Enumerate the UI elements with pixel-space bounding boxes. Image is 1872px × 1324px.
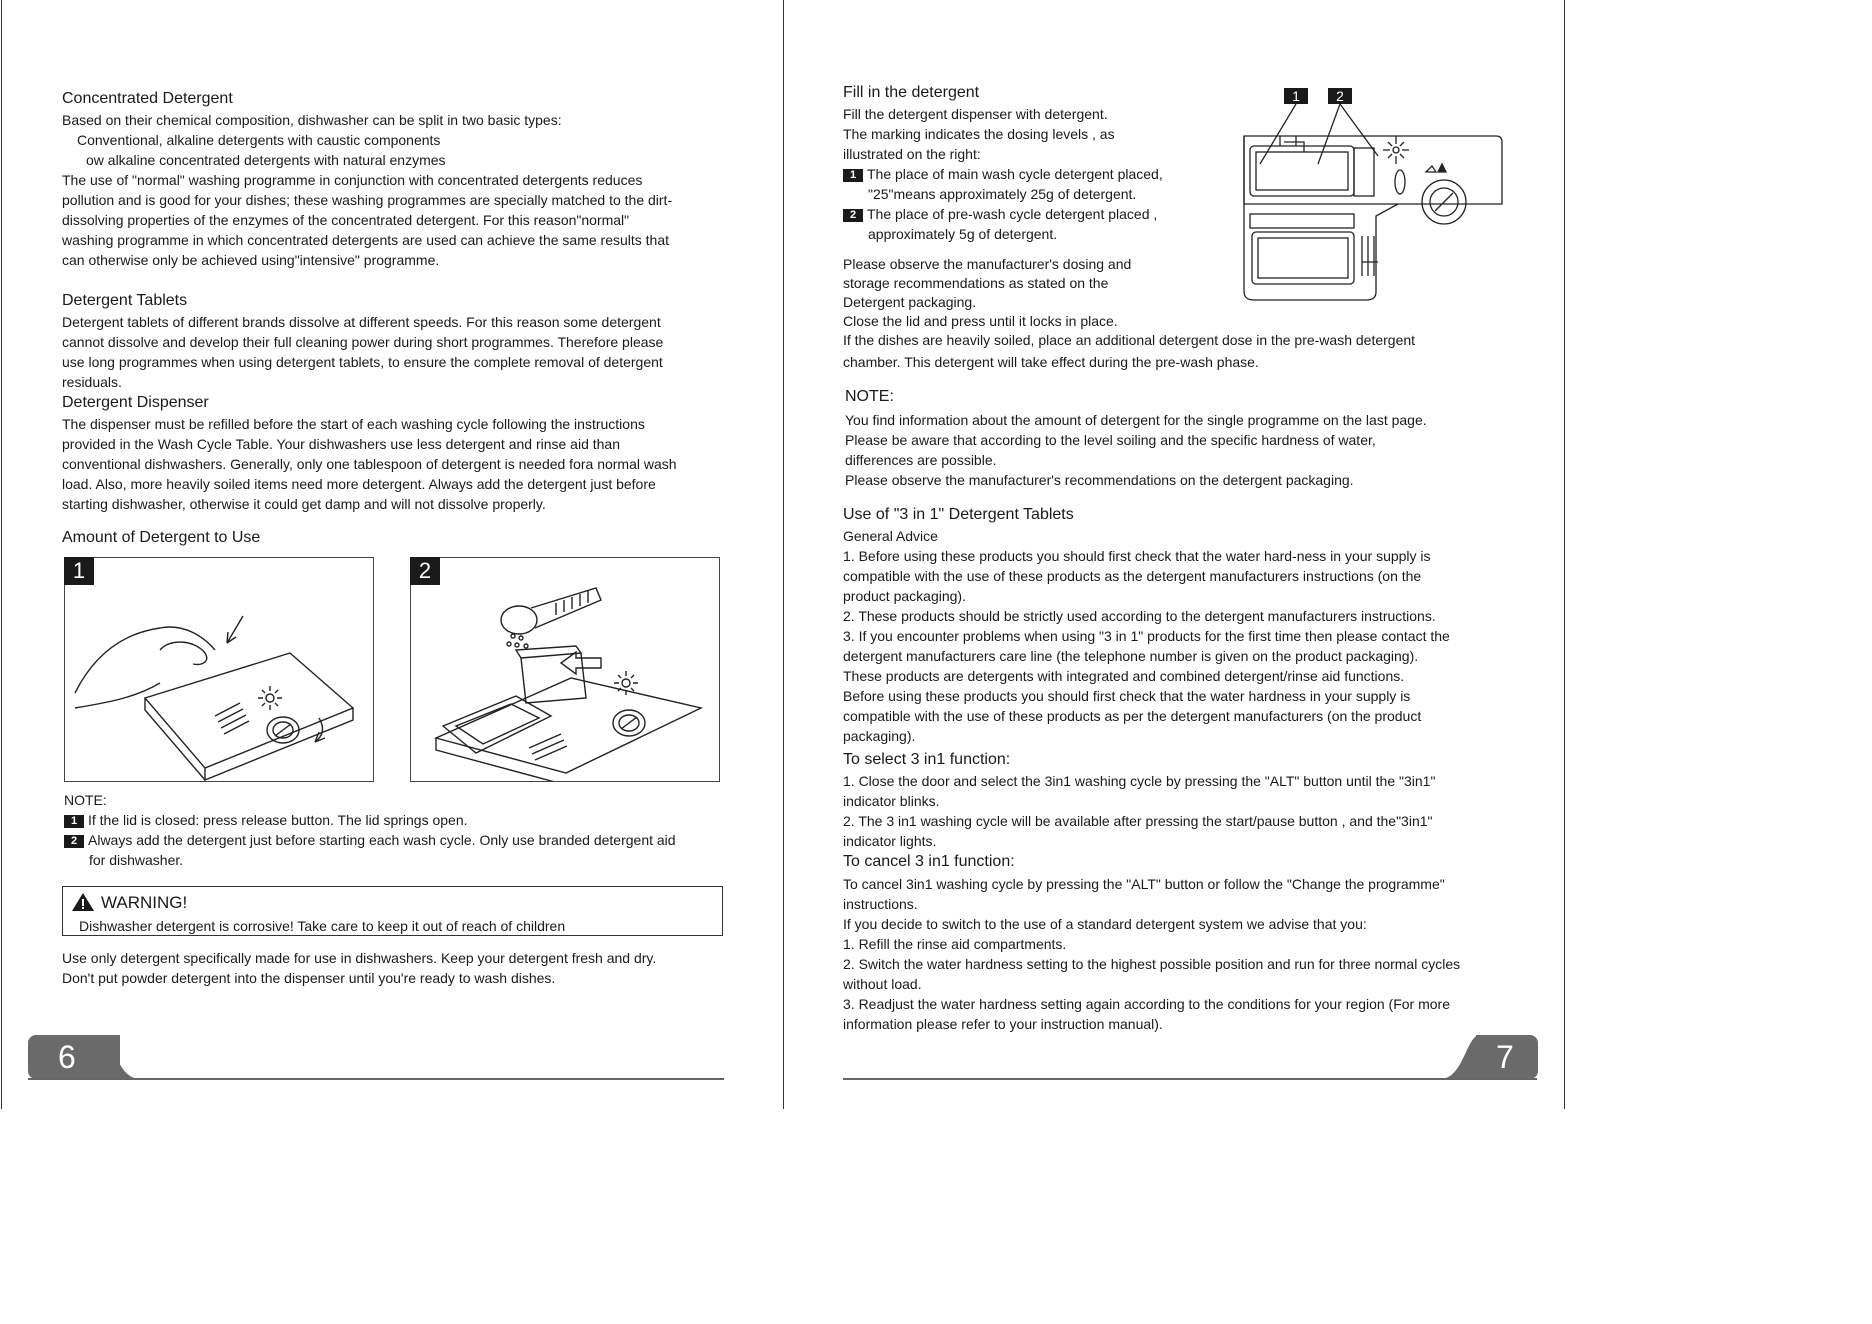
- observe-line: Close the lid and press until it locks in place.: [843, 313, 1118, 329]
- concentrated-line: washing programme in which concentrated detergents are used can achieve the same results that: [62, 232, 670, 248]
- three-in-one-line: Before using these products you should first check that the water hardness in your supply is: [843, 688, 1411, 704]
- cancel-line: instructions.: [843, 896, 918, 912]
- three-in-one-line: 2. These products should be strictly used according to the detergent manufacturers instructions.: [843, 608, 1436, 624]
- note-item-1-text: If the lid is closed: press release button. The lid springs open.: [88, 812, 468, 828]
- right-note-line: Please observe the manufacturer's recommendations on the detergent packaging.: [845, 472, 1354, 488]
- dispenser-line: load. Also, more heavily soiled items need more detergent. Always add the detergent just before: [62, 476, 656, 492]
- page-tab-curve: [1440, 1035, 1480, 1079]
- note-item-1: [64, 810, 468, 830]
- tablets-line: Detergent tablets of different brands dissolve at different speeds. For this reason some detergent: [62, 314, 661, 330]
- concentrated-line: ow alkaline concentrated detergents with natural enzymes: [86, 152, 446, 168]
- note-badge: 1: [64, 815, 84, 828]
- select-function-heading: To select 3 in1 function:: [843, 751, 1011, 768]
- fill-item-2: [843, 204, 1157, 224]
- observe-line: chamber. This detergent will take effect during the pre-wash phase.: [843, 354, 1259, 370]
- select-line: 1. Close the door and select the 3in1 washing cycle by pressing the "ALT" button until the "3in1": [843, 773, 1436, 789]
- fill-badge: 1: [843, 169, 863, 182]
- concentrated-line: Conventional, alkaline detergents with caustic components: [77, 132, 441, 148]
- note-item-2: [64, 830, 676, 850]
- cancel-line: without load.: [843, 976, 922, 992]
- note-item-2-continued: for dishwasher.: [89, 852, 184, 868]
- dispenser-top-view-illustration: [1238, 86, 1504, 304]
- dispenser-line: conventional dishwashers. Generally, only one tablespoon of detergent is needed fora normal wash: [62, 456, 677, 472]
- three-in-one-line: 3. If you encounter problems when using "3 in 1" products for the first time then please contact the: [843, 628, 1450, 644]
- right-note-line: You find information about the amount of detergent for the single programme on the last page.: [845, 412, 1427, 428]
- figure-number: 2: [410, 557, 440, 585]
- dispenser-dosing-diagram: [1238, 86, 1504, 304]
- select-line: indicator blinks.: [843, 793, 940, 809]
- three-in-one-heading: Use of "3 in 1" Detergent Tablets: [843, 506, 1074, 523]
- three-in-one-line: compatible with the use of these products as the detergent manufacturers instructions (on the: [843, 568, 1422, 584]
- note-item-2-text: Always add the detergent just before starting each wash cycle. Only use branded detergent aid: [88, 832, 676, 848]
- observe-line: Detergent packaging.: [843, 294, 977, 310]
- concentrated-line: pollution and is good for your dishes; these washing programmes are specially matched to the dirt-: [62, 192, 673, 208]
- fill-detergent-heading: Fill in the detergent: [843, 84, 980, 101]
- three-in-one-line: detergent manufacturers care line (the telephone number is given on the product packaging).: [843, 648, 1419, 664]
- observe-line: Please observe the manufacturer's dosing and: [843, 256, 1132, 272]
- dispenser-line: starting dishwasher, otherwise it could get damp and will not dissolve properly.: [62, 496, 546, 512]
- cancel-line: 2. Switch the water hardness setting to the highest possible position and run for three normal cycles: [843, 956, 1461, 972]
- figure-number: 1: [64, 557, 94, 585]
- fill-item-2-continued: approximately 5g of detergent.: [868, 226, 1058, 242]
- three-in-one-line: 1. Before using these products you should first check that the water hard-ness in your supply is: [843, 548, 1431, 564]
- footer-line: Don't put powder detergent into the dispenser until you're ready to wash dishes.: [62, 970, 556, 986]
- warning-text: Dishwasher detergent is corrosive! Take care to keep it out of reach of children: [79, 918, 566, 934]
- diagram-label: 1: [1284, 88, 1308, 104]
- three-in-one-line: These products are detergents with integrated and combined detergent/rinse aid functions.: [843, 668, 1405, 684]
- fill-item-2-text: The place of pre-wash cycle detergent placed ,: [867, 206, 1158, 222]
- fill-line: Fill the detergent dispenser with detergent.: [843, 106, 1108, 122]
- page-tab-curve: [100, 1035, 140, 1079]
- cancel-line: 3. Readjust the water hardness setting again according to the conditions for your region (For more: [843, 996, 1450, 1012]
- page-number-tab: [1476, 1035, 1538, 1079]
- figure-open-lid: [64, 557, 374, 782]
- detergent-dispenser-heading: Detergent Dispenser: [62, 394, 209, 411]
- select-line: indicator lights.: [843, 833, 937, 849]
- diagram-label: 2: [1328, 88, 1352, 104]
- fill-item-1: [843, 164, 1163, 184]
- right-note-line: differences are possible.: [845, 452, 997, 468]
- cancel-function-heading: To cancel 3 in1 function:: [843, 853, 1015, 870]
- concentrated-line: dissolving properties of the enzymes of the concentrated detergent. For this reason"normal": [62, 212, 630, 228]
- fill-line: illustrated on the right:: [843, 146, 981, 162]
- general-advice-subheading: General Advice: [843, 528, 938, 544]
- fill-badge: 2: [843, 209, 863, 222]
- concentrated-line: The use of "normal" washing programme in conjunction with concentrated detergents reduces: [62, 172, 643, 188]
- fill-item-1-text: The place of main wash cycle detergent placed,: [867, 166, 1163, 182]
- fill-item-1-continued: "25"means approximately 25g of detergent.: [868, 186, 1137, 202]
- tablets-line: cannot dissolve and develop their full cleaning power during short programmes. Therefore please: [62, 334, 664, 350]
- concentrated-detergent-heading: Concentrated Detergent: [62, 90, 233, 107]
- page-number: 7: [1496, 1039, 1514, 1075]
- detergent-tablets-heading: Detergent Tablets: [62, 292, 188, 309]
- right-note-line: Please be aware that according to the level soiling and the specific hardness of water,: [845, 432, 1376, 448]
- cancel-line: 1. Refill the rinse aid compartments.: [843, 936, 1067, 952]
- warning-box: [62, 886, 723, 936]
- dispenser-line: The dispenser must be refilled before the start of each washing cycle following the instructions: [62, 416, 645, 432]
- observe-line: If the dishes are heavily soiled, place an additional detergent dose in the pre-wash detergent: [843, 332, 1416, 348]
- select-line: 2. The 3 in1 washing cycle will be available after pressing the start/pause button , and the"3in1": [843, 813, 1433, 829]
- hand-opening-dispenser-illustration: [65, 558, 373, 781]
- concentrated-line: Based on their chemical composition, dishwasher can be split in two basic types:: [62, 112, 562, 128]
- note-label: NOTE:: [64, 792, 107, 808]
- page-number: 6: [58, 1039, 76, 1075]
- note-badge: 2: [64, 835, 84, 848]
- figure-add-detergent: [410, 557, 720, 782]
- footer-rule: [843, 1078, 1537, 1080]
- observe-line: storage recommendations as stated on the: [843, 275, 1109, 291]
- cancel-line: information please refer to your instruction manual).: [843, 1016, 1163, 1032]
- right-page-border: [1564, 0, 1565, 1109]
- warning-triangle-icon: [71, 892, 95, 912]
- amount-heading: Amount of Detergent to Use: [62, 529, 261, 546]
- concentrated-line: can otherwise only be achieved using"intensive" programme.: [62, 252, 440, 268]
- footer-rule: [28, 1078, 724, 1080]
- footer-line: Use only detergent specifically made for use in dishwashers. Keep your detergent fresh and dry.: [62, 950, 657, 966]
- tablets-line: use long programmes when using detergent tablets, to ensure the complete removal of detergent: [62, 354, 663, 370]
- page-spine: [783, 0, 784, 1109]
- warning-title: WARNING!: [101, 893, 188, 912]
- three-in-one-line: product packaging).: [843, 588, 966, 604]
- fill-line: The marking indicates the dosing levels , as: [843, 126, 1115, 142]
- three-in-one-line: packaging).: [843, 728, 916, 744]
- tablets-line: residuals.: [62, 374, 122, 390]
- dispenser-line: provided in the Wash Cycle Table. Your dishwashers use less detergent and rinse aid than: [62, 436, 621, 452]
- cancel-line: To cancel 3in1 washing cycle by pressing the "ALT" button or follow the "Change the programme": [843, 876, 1445, 892]
- detergent-scoop-illustration: [411, 558, 719, 781]
- cancel-line: If you decide to switch to the use of a standard detergent system we advise that you:: [843, 916, 1367, 932]
- left-page-border: [1, 0, 2, 1109]
- right-note-label: NOTE:: [845, 388, 894, 405]
- three-in-one-line: compatible with the use of these products as per the detergent manufacturers (on the product: [843, 708, 1422, 724]
